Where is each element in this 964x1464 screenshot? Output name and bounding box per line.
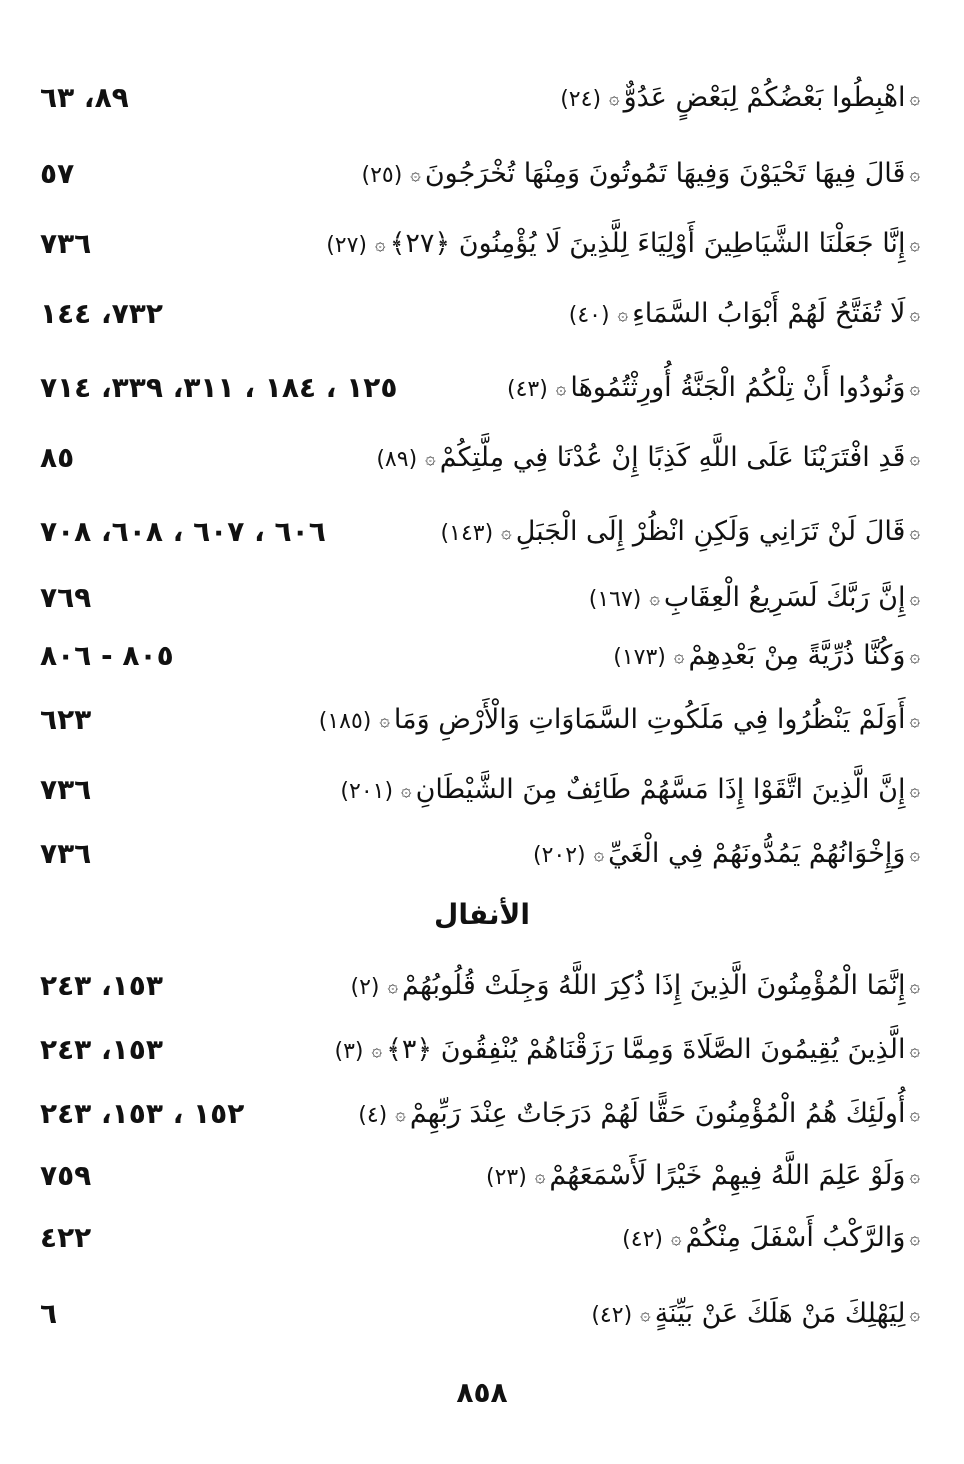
verse-number: (٤٠) bbox=[568, 303, 610, 328]
index-entry bbox=[40, 692, 924, 748]
index-entry bbox=[40, 1086, 924, 1142]
verse-number: (٢) bbox=[350, 975, 380, 1000]
verse-number: (٢٠١) bbox=[340, 779, 394, 804]
verse-number: (٣) bbox=[334, 1039, 364, 1064]
index-entry bbox=[40, 70, 924, 126]
verse-number: (١٤٣) bbox=[440, 521, 494, 546]
verse-number: (٢٠٢) bbox=[532, 843, 586, 868]
page-references: ٦ bbox=[40, 1297, 58, 1330]
page-references: ١٥٢ ، ١٥٣، ٢٤٣ bbox=[40, 1097, 245, 1130]
page-references: ٦٠٦ ، ٦٠٧ ، ٦٠٨، ٧٠٨ bbox=[40, 515, 326, 548]
verse-text: ۞وَلَوْ عَلِمَ اللَّهُ فِيهِمْ خَيْرًا لَأَسْمَعَهُمْ۞(٢٣) bbox=[482, 1154, 924, 1200]
verse-text: ۞إِنَّ الَّذِينَ اتَّقَوْا إِذَا مَسَّهُمْ طَائِفٌ مِنَ الشَّيْطَانِ۞(٢٠١) bbox=[336, 768, 924, 814]
verse-number: (٨٩) bbox=[376, 447, 418, 472]
verse-text: ۞اهْبِطُوا بَعْضُكُمْ لِبَعْضٍ عَدُوٌّ۞(٢٤) bbox=[556, 76, 924, 122]
index-entry bbox=[40, 826, 924, 882]
verse-text: ۞لَا تُفَتَّحُ لَهُمْ أَبْوَابُ السَّمَاءِ۞(٤٠) bbox=[565, 292, 924, 338]
index-entry bbox=[40, 570, 924, 626]
index-entry bbox=[40, 628, 924, 684]
verse-text: ۞قَالَ فِيهَا تَحْيَوْنَ وَفِيهَا تَمُوتُونَ وَمِنْهَا تُخْرَجُونَ۞(٢٥) bbox=[357, 152, 924, 198]
index-entry bbox=[40, 360, 924, 416]
index-entry bbox=[40, 504, 924, 560]
verse-number: (١٦٧) bbox=[588, 587, 642, 612]
verse-text: ۞وَإِخْوَانُهُمْ يَمُدُّونَهُمْ فِي الْغَيِّ۞(٢٠٢) bbox=[529, 832, 924, 878]
verse-text: ۞وَالرَّكْبُ أَسْفَلَ مِنْكُمْ۞(٤٢) bbox=[618, 1216, 924, 1262]
index-entry bbox=[40, 286, 924, 342]
verse-text: ۞إِنَّمَا الْمُؤْمِنُونَ الَّذِينَ إِذَا ذُكِرَ اللَّهُ وَجِلَتْ قُلُوبُهُمْ۞(٢) bbox=[346, 964, 924, 1010]
verse-text: ۞قَدِ افْتَرَيْنَا عَلَى اللَّهِ كَذِبًا إِنْ عُدْنَا فِي مِلَّتِكُمْ۞(٨٩) bbox=[372, 436, 924, 482]
index-entry bbox=[40, 146, 924, 202]
verse-number: (٤) bbox=[358, 1103, 388, 1128]
index-entry bbox=[40, 1210, 924, 1266]
verse-text: ۞إِنَّا جَعَلْنَا الشَّيَاطِينَ أَوْلِيَاءَ لِلَّذِينَ لَا يُؤْمِنُونَ ﴿٢٧﴾۞(٢٧) bbox=[322, 222, 924, 268]
page-references: ٨٩، ٦٣ bbox=[40, 81, 129, 114]
verse-number: (٢٣) bbox=[486, 1165, 527, 1190]
verse-text: ۞وَنُودُوا أَنْ تِلْكُمُ الْجَنَّةُ أُورِثْتُمُوهَا۞(٤٣) bbox=[503, 366, 924, 412]
surah-heading: الأنفال bbox=[434, 898, 530, 931]
page-references: ١٥٣، ٢٤٣ bbox=[40, 1033, 163, 1066]
verse-text: ۞الَّذِينَ يُقِيمُونَ الصَّلَاةَ وَمِمَّا رَزَقْنَاهُمْ يُنْفِقُونَ ﴿٣﴾۞(٣) bbox=[331, 1028, 925, 1074]
page-references: ٧٦٩ bbox=[40, 581, 92, 614]
index-entry bbox=[40, 1022, 924, 1078]
page-references: ١٢٥ ، ١٨٤ ، ٣١١، ٣٣٩، ٧١٤ bbox=[40, 371, 398, 404]
page-number: ٨٥٨ bbox=[456, 1376, 508, 1409]
verse-text: ۞إِنَّ رَبَّكَ لَسَرِيعُ الْعِقَابِ۞(١٦٧) bbox=[585, 576, 924, 622]
page-references: ٧٣٦ bbox=[40, 227, 92, 260]
verse-number: (٤٢) bbox=[591, 1303, 633, 1328]
verse-text: ۞أَوَلَمْ يَنْظُرُوا فِي مَلَكُوتِ السَّمَاوَاتِ وَالْأَرْضِ وَمَا۞(١٨٥) bbox=[315, 698, 924, 744]
verse-text: ۞أُولَئِكَ هُمُ الْمُؤْمِنُونَ حَقًّا لَهُمْ دَرَجَاتٌ عِنْدَ رَبِّهِمْ۞(٤) bbox=[364, 1092, 924, 1138]
page-references: ٧٣٢، ١٤٤ bbox=[40, 297, 163, 330]
verse-number: (٤٢) bbox=[622, 1227, 663, 1252]
verse-number: (٢٤) bbox=[560, 87, 602, 112]
page-references: ٧٣٦ bbox=[40, 773, 92, 806]
index-entry bbox=[40, 1148, 924, 1204]
verse-number: (٢٥) bbox=[361, 163, 403, 188]
index-entry bbox=[40, 216, 924, 272]
verse-text: ۞قَالَ لَنْ تَرَانِي وَلَكِنِ انْظُرْ إِلَى الْجَبَلِ۞(١٤٣) bbox=[437, 510, 924, 556]
verse-text: ۞لِيَهْلِكَ مَنْ هَلَكَ عَنْ بَيِّنَةٍ۞(٤٢) bbox=[587, 1292, 924, 1338]
index-entry bbox=[40, 1286, 924, 1342]
index-entry bbox=[40, 958, 924, 1014]
index-entry bbox=[40, 762, 924, 818]
verse-text: ۞وَكُنَّا ذُرِّيَّةً مِنْ بَعْدِهِمْ۞(١٧٣) bbox=[609, 634, 924, 680]
page-references: ٧٣٦ bbox=[40, 837, 92, 870]
verse-number: (٤٣) bbox=[506, 377, 548, 402]
verse-number: (١٨٥) bbox=[318, 709, 372, 734]
index-entry bbox=[40, 430, 924, 486]
verse-number: (٢٧) bbox=[326, 233, 368, 258]
page-references: ٨٠٥ - ٨٠٦ bbox=[40, 639, 174, 672]
page-references: ٨٥ bbox=[40, 441, 75, 474]
page-references: ١٥٣، ٢٤٣ bbox=[40, 969, 163, 1002]
page-references: ٧٥٩ bbox=[40, 1159, 92, 1192]
page-references: ٦٢٣ bbox=[40, 703, 92, 736]
page-references: ٥٧ bbox=[40, 157, 75, 190]
verse-number: (١٧٣) bbox=[613, 645, 666, 670]
page-references: ٤٢٢ bbox=[40, 1221, 92, 1254]
